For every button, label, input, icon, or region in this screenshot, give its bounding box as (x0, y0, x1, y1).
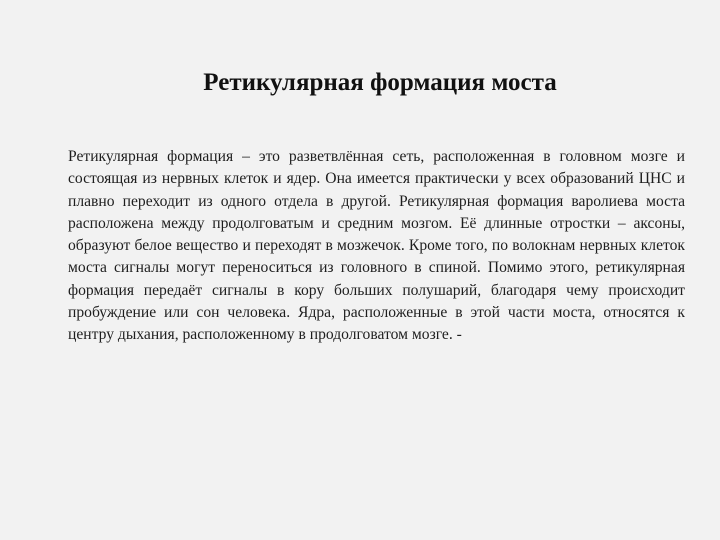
slide-body-text: Ретикулярная формация – это разветвлённая сеть, расположенная в головном мозге и состоящая из нервных клеток и ядер. Она имеется практически у всех образований ЦНС и плавно переходит из одного отдела в другой. Ретикулярная формация варолиева моста расположена между продолговатым и средним мозгом. Её длинные отростки – аксоны, образуют белое вещество и переходят в мозжечок. Кроме того, по волокнам нервных клеток моста сигналы могут переноситься из головного в спиной. Помимо этого, ретикулярная формация передаёт сигналы в кору больших полушарий, благодаря чему происходит пробуждение или сон человека. Ядра, расположенные в этой части моста, относятся к центру дыхания, расположенному в продолговатом мозге. - (68, 148, 685, 344)
slide-title: Ретикулярная формация моста (203, 69, 557, 96)
